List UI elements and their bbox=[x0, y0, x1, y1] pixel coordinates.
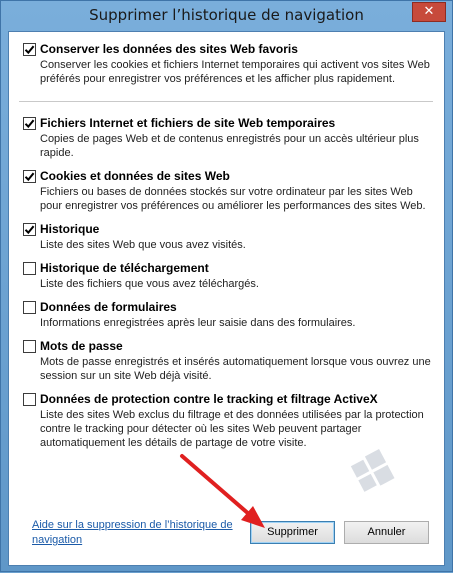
cancel-button[interactable]: Annuler bbox=[344, 521, 429, 544]
checkbox-cookies[interactable] bbox=[23, 170, 36, 183]
option-title: Fichiers Internet et fichiers de site Web temporaires bbox=[40, 116, 336, 130]
option-description: Fichiers ou bases de données stockés sur votre ordinateur par les sites Web pour enregistrer vos préférences ou améliorer les performances des sites Web. bbox=[40, 186, 426, 212]
checkbox-history[interactable] bbox=[23, 223, 36, 236]
window-title: Supprimer l’historique de navigation bbox=[89, 6, 364, 24]
option-title: Historique de téléchargement bbox=[40, 261, 209, 275]
checkbox-tracking-protection[interactable] bbox=[23, 393, 36, 406]
option-title: Conserver les données des sites Web favoris bbox=[40, 42, 298, 56]
checkmark-icon bbox=[24, 171, 35, 182]
section-divider bbox=[19, 101, 433, 102]
option-description: Copies de pages Web et de contenus enregistrés pour un accès ultérieur plus rapide. bbox=[40, 133, 419, 159]
option-description: Liste des sites Web exclus du filtrage et des données utilisées par la protection contre le tracking pour détecter où les sites Web peuvent partager automatiquement les détails de partage de votre visite. bbox=[40, 409, 424, 449]
help-link[interactable]: Aide sur la suppression de l’historique de navigation bbox=[32, 519, 233, 546]
windows-logo-watermark-icon bbox=[342, 442, 402, 502]
close-button[interactable]: ✕ bbox=[412, 2, 446, 22]
option-title: Mots de passe bbox=[40, 339, 123, 353]
checkbox-download-history[interactable] bbox=[23, 262, 36, 275]
option-title: Données de formulaires bbox=[40, 300, 177, 314]
option-description: Conserver les cookies et fichiers Internet temporaires qui activent vos sites Web préférés pour enregistrer vos préférences et les afficher plus rapidement. bbox=[40, 59, 430, 85]
option-description: Liste des fichiers que vous avez téléchargés. bbox=[40, 278, 259, 290]
dialog-content bbox=[8, 31, 445, 566]
option-description: Liste des sites Web que vous avez visités. bbox=[40, 239, 246, 251]
checkbox-keep-favorites[interactable] bbox=[23, 43, 36, 56]
title-bar bbox=[1, 1, 452, 31]
option-description: Informations enregistrées après leur saisie dans des formulaires. bbox=[40, 317, 356, 329]
checkbox-passwords[interactable] bbox=[23, 340, 36, 353]
delete-button[interactable]: Supprimer bbox=[250, 521, 335, 544]
checkmark-icon bbox=[24, 44, 35, 55]
option-title: Cookies et données de sites Web bbox=[40, 169, 230, 183]
checkbox-form-data[interactable] bbox=[23, 301, 36, 314]
checkbox-temporary-files[interactable] bbox=[23, 117, 36, 130]
checkmark-icon bbox=[24, 224, 35, 235]
option-title: Historique bbox=[40, 222, 100, 236]
checkmark-icon bbox=[24, 118, 35, 129]
option-description: Mots de passe enregistrés et insérés automatiquement lorsque vous ouvrez une session sur un site Web déjà visité. bbox=[40, 356, 431, 382]
option-title: Données de protection contre le tracking et filtrage ActiveX bbox=[40, 392, 378, 406]
